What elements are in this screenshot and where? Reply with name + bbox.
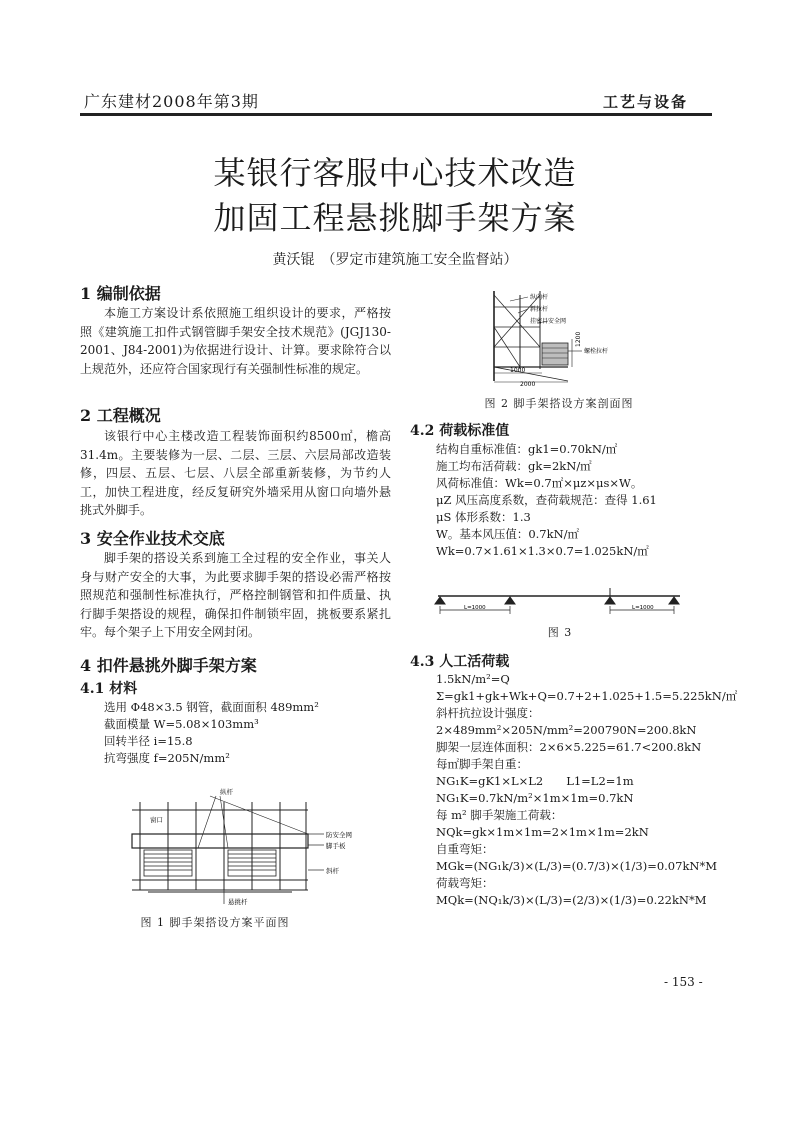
live-load-list: [436, 671, 737, 909]
fig1-label-xuantiao: 悬挑杆: [228, 898, 248, 906]
title-line-1: 某银行客服中心技术改造: [213, 154, 577, 192]
section-3-heading: 3 安全作业技术交底: [80, 529, 225, 548]
material-line: 回转半径 i=15.8: [104, 734, 193, 748]
load-line: W。基本风压值：0.7kN/㎡: [436, 527, 580, 541]
section-3-body: [80, 549, 391, 642]
load-line: Wk=0.7×1.61×1.3×0.7=1.025kN/㎡: [436, 544, 649, 558]
fig3-span-1: L=1000: [464, 605, 486, 611]
material-line: 选用 Φ48×3.5 钢管，截面面积 489mm²: [104, 700, 319, 714]
figure-3-caption: 图 3: [547, 626, 573, 639]
material-line: 截面模量 W=5.08×103mm³: [104, 717, 259, 731]
calc-line: MGk=(NG₁k/3)×(L/3)=(0.7/3)×(1/3)=0.07kN*M: [436, 859, 717, 873]
page-number: - 153 -: [664, 975, 703, 989]
fig1-label-jiaoshouban: 脚手板: [326, 842, 346, 850]
fig1-label-xiegan: 斜杆: [326, 867, 339, 875]
load-line: 风荷标准值：Wk=0.7㎡×μz×μs×W。: [436, 476, 643, 490]
load-line: μZ 风压高度系数，查荷载规范：查得 1.61: [436, 493, 657, 507]
calc-line: 斜杆抗拉设计强度：: [436, 706, 540, 720]
section-1-text: 本施工方案设计系依照施工组织设计的要求，严格按照《建筑施工扣件式钢管脚手架安全技术规范》(JGJ130-2001、J84-2001)为依据进行设计、计算。要求除符合以上规范外，还应符合国家现行有关强制性标准的规定。: [80, 306, 391, 376]
materials-list: [104, 699, 319, 767]
calc-line: 荷载弯矩：: [436, 876, 494, 890]
fig1-label-zonggan: 纵杆: [220, 788, 233, 796]
calc-line: Σ=gk1+gk+Wk+Q=0.7+2+1.025+1.5=5.225kN/㎡: [436, 689, 738, 703]
section-2-text: 该银行中心主楼改造工程装饰面积约8500㎡，檐高31.4m。主要装修为一层、二层、三层、六层局部改造装修，四层、五层、七层、八层全部重新装修，为节约人工，加快工程进度，经反复研究外墙采用从窗口向墙外悬挑式外脚手。: [80, 429, 391, 518]
section-4-heading: 4 扣件悬挑外脚手架方案: [80, 656, 257, 675]
figure-1-plan-drawing: [120, 782, 380, 912]
fig2-label-xiegan: 斜拉杆: [530, 306, 549, 313]
fig2-label-anquanwang: 挂密目安全网: [530, 318, 567, 325]
fig2-dim-1000: 1000: [510, 367, 526, 374]
section-1-body: [80, 304, 391, 378]
figure-3-beam-diagram: [430, 586, 690, 626]
calc-line: 自重弯矩：: [436, 842, 494, 856]
calc-line: MQk=(NQ₁k/3)×(L/3)=(2/3)×(1/3)=0.22kN*M: [436, 893, 707, 907]
load-line: 施工均布活荷载：gk=2kN/㎡: [436, 459, 592, 473]
fig2-label-zonggan: 纵向杆: [530, 294, 549, 301]
section-header: 工艺与设备: [602, 93, 688, 111]
fig1-label-anquanwang: 防安全网: [326, 831, 352, 839]
calc-line: 1.5kN/m²=Q: [436, 672, 510, 686]
figure-1-caption: 图 1 脚手架搭设方案平面图: [140, 916, 290, 929]
fig1-label-chuangkou: 窗口: [150, 816, 163, 824]
header-rule: [80, 113, 712, 116]
section-2-heading: 2 工程概况: [80, 406, 161, 425]
figure-2-section-drawing: [490, 287, 680, 387]
load-line: 结构自重标准值：gk1=0.70kN/㎡: [436, 442, 618, 456]
fig2-label-lasuo: 螺栓拉杆: [584, 348, 609, 355]
journal-header: 广东建材2008年第3期: [84, 92, 259, 111]
calc-line: 每 m² 脚手架施工荷载：: [436, 808, 563, 822]
section-2-body: [80, 427, 391, 520]
calc-line: 脚架一层连体面积：2×6×5.225=61.7<200.8kN: [436, 740, 702, 754]
material-line: 抗弯强度 f=205N/mm²: [104, 751, 230, 765]
fig2-dim-2000: 2000: [520, 381, 536, 387]
fig3-span-2: L=1000: [632, 605, 654, 611]
figure-2-caption: 图 2 脚手架搭设方案剖面图: [484, 397, 634, 410]
load-line: μS 体形系数：1.3: [436, 510, 531, 524]
calc-line: 每㎡脚手架自重：: [436, 757, 528, 771]
section-3-text: 脚手架的搭设关系到施工全过程的安全作业，事关人身与财产安全的大事，为此要求脚手架的搭设必需严格按照规范和强制性标准执行，严格控制钢管和扣件质量、执行脚手架搭设的规程，确保扣件制锁牢固，挑板要系紧扎牢。每个架子上下用安全网封闭。: [80, 551, 391, 640]
section-42-heading: 4.2 荷载标准值: [410, 423, 510, 439]
section-43-heading: 4.3 人工活荷载: [410, 654, 510, 670]
section-1-heading: 1 编制依据: [80, 284, 161, 303]
calc-line: NG₁K=0.7kN/m²×1m×1m=0.7kN: [436, 791, 634, 805]
load-standards-list: [436, 441, 657, 560]
calc-line: 2×489mm²×205N/mm²=200790N=200.8kN: [436, 723, 697, 737]
fig2-dim-1200: 1200: [575, 331, 582, 347]
section-41-heading: 4.1 材料: [80, 681, 138, 697]
author-line: 黄沃锟 （罗定市建筑施工安全监督站）: [272, 252, 518, 268]
calc-line: NG₁K=gK1×L×L2 L1=L2=1m: [436, 774, 634, 788]
title-line-2: 加固工程悬挑脚手架方案: [213, 199, 577, 237]
calc-line: NQk=gk×1m×1m=2×1m×1m=2kN: [436, 825, 649, 839]
